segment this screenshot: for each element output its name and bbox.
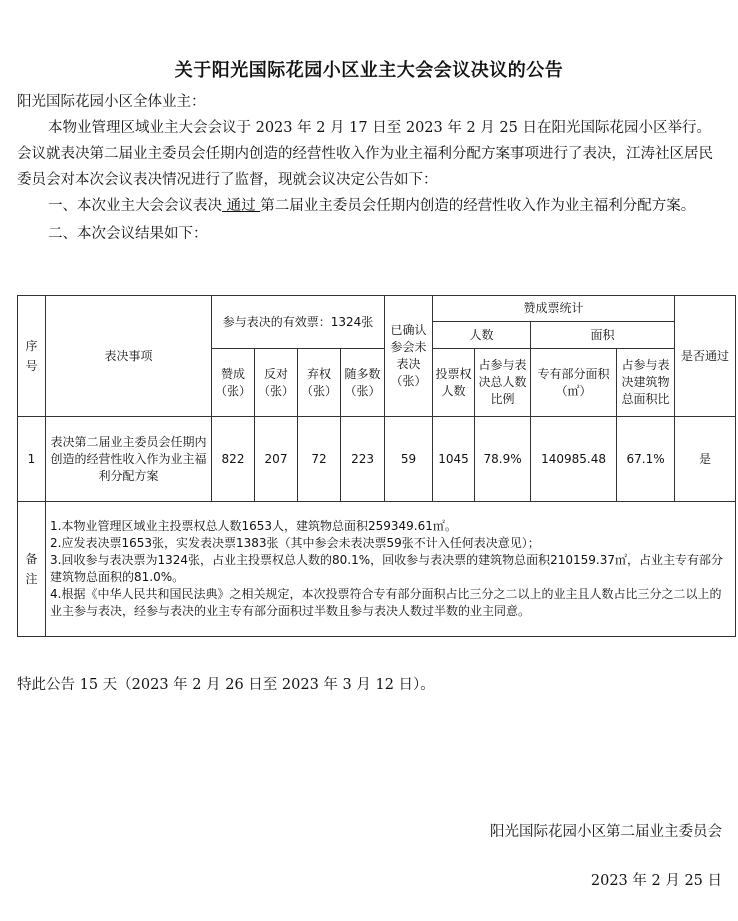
cell-seq: 1 [18,417,46,502]
item-1-result: 通过 [222,198,261,214]
item-2-paragraph: 二、本次会议结果如下： [48,226,208,242]
item-1-prefix: 一、本次业主大会会议表决 [48,198,222,214]
remarks-content [46,502,736,637]
cell-area-ratio: 67.1% [617,417,675,502]
intro-paragraph: 本物业管理区域业主大会会议于 2023 年 2 月 17 日至 2023 年 2 月 25 日在阳光国际花园小区举行。会议就表决第二届业主委员会任期内创造的经营性收入作为业主福利分配方案事项进行了表决，江涛社区居民委员会对本次会议表决情况进行了监督，现就会议决定公告如下： [17,120,713,188]
remark-2: 2.应发表决票1653张，实发表决票1383张（其中参会未表决票59张不计入任何表决意见）； [50,536,540,550]
cell-vote-people: 1045 [433,417,475,502]
header-majority: 随多数（张） [341,349,385,417]
header-abstain: 弃权（张） [298,349,341,417]
header-people: 人数 [433,322,531,349]
cell-own-area: 140985.48 [531,417,617,502]
remarks-row [18,502,736,637]
item-1-suffix: 第二届业主委员会任期内创造的经营性收入作为业主福利分配方案。 [260,198,696,214]
remarks-label: 备注 [18,502,46,637]
header-area: 面积 [531,322,675,349]
header-confirmed: 已确认参会未表决（张） [385,296,433,417]
header-vote-people: 投票权人数 [433,349,475,417]
remark-1: 1.本物业管理区域业主投票权总人数1653人，建筑物总面积259349.61㎡。 [50,519,457,533]
header-people-ratio: 占参与表决总人数比例 [475,349,531,417]
remark-4: 4.根据《中华人民共和国民法典》之相关规定，本次投票符合专有部分面积占比三分之二以上的业主且人数占比三分之二以上的业主参与表决，经参与表决的业主专有部分面积过半数且参与表决人数过半数的业主同意。 [50,587,722,618]
header-area-ratio: 占参与表决建筑物总面积比 [617,349,675,417]
header-against: 反对（张） [255,349,298,417]
cell-majority: 223 [341,417,385,502]
header-favor: 赞成（张） [212,349,255,417]
header-matter: 表决事项 [46,296,212,417]
remark-3: 3.回收参与表决票为1324张，占业主投票权总人数的80.1%，回收参与表决票的建筑物总面积210159.37㎡，占业主专有部分建筑物总面积的81.0%。 [50,553,724,584]
notice-period: 特此公告 15 天（2023 年 2 月 26 日至 2023 年 3 月 12 日）。 [17,677,435,693]
cell-passed: 是 [675,417,736,502]
page-title: 关于阳光国际花园小区业主大会会议决议的公告 [174,60,564,81]
cell-people-ratio: 78.9% [475,417,531,502]
results-table [17,295,736,637]
salutation: 阳光国际花园小区全体业主： [17,94,206,110]
announcement-body [17,115,723,247]
header-stats: 赞成票统计 [433,296,675,322]
header-valid-votes: 参与表决的有效票：1324张 [212,296,385,349]
item-1-paragraph [17,193,723,219]
table-row [18,417,736,502]
cell-matter: 表决第二届业主委员会任期内创造的经营性收入作为业主福利分配方案 [46,417,212,502]
header-passed: 是否通过 [675,296,736,417]
cell-favor: 822 [212,417,255,502]
cell-abstain: 72 [298,417,341,502]
cell-against: 207 [255,417,298,502]
signer: 阳光国际花园小区第二届业主委员会 [490,824,722,840]
signature-date: 2023 年 2 月 25 日 [590,873,722,889]
cell-confirmed: 59 [385,417,433,502]
header-seq: 序号 [18,296,46,417]
header-own-area: 专有部分面积（㎡） [531,349,617,417]
